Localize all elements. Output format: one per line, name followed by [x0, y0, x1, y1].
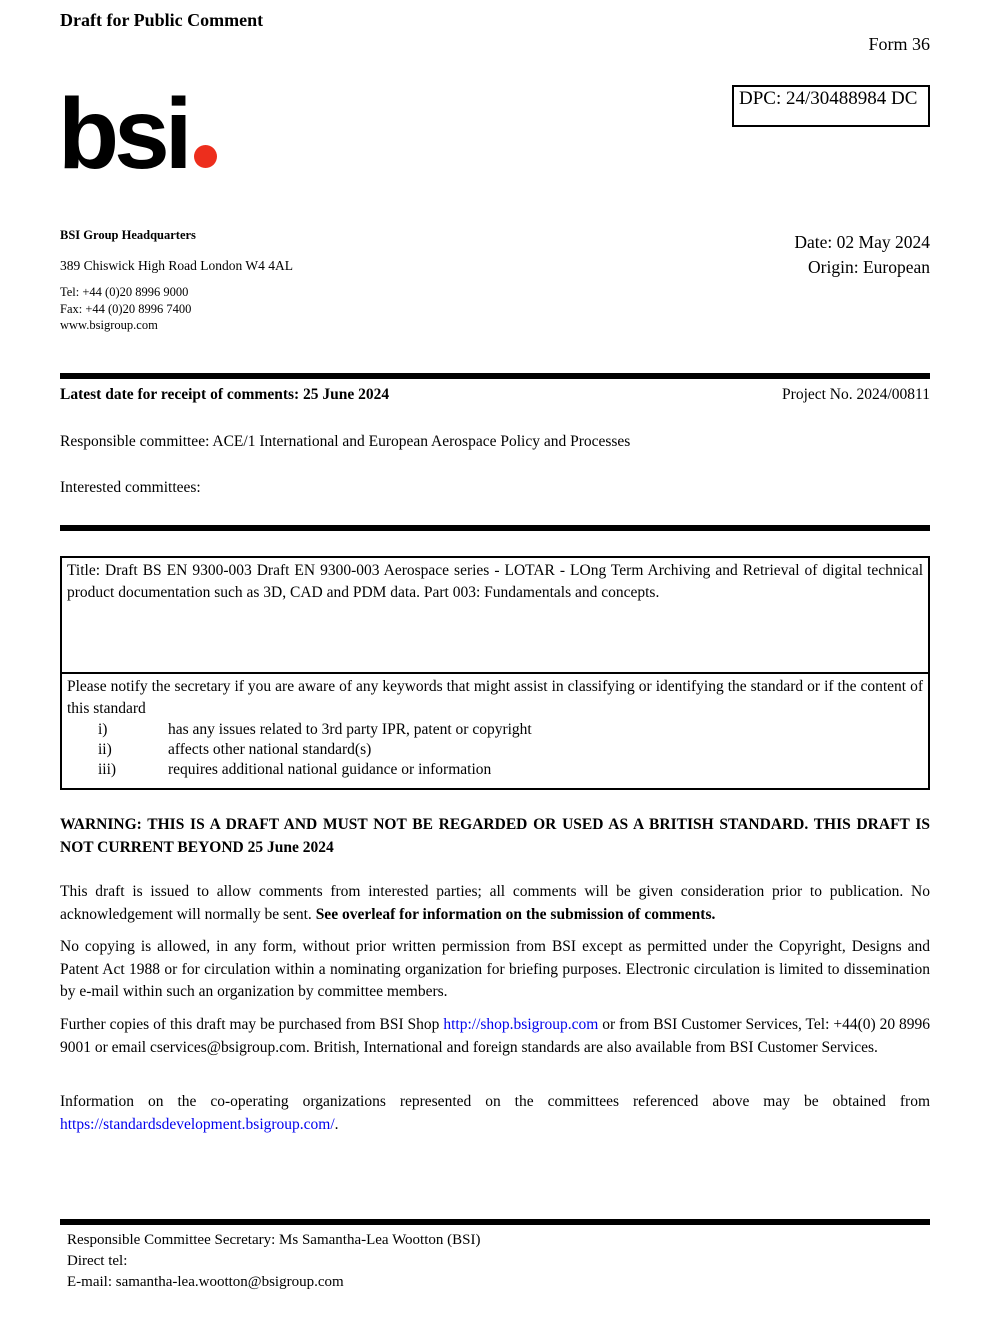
copying-paragraph: No copying is allowed, in any form, without prior written permission from BSI except as permitted under the Copyright, Designs and Patent Act 1988 or for circulation within a nominating organization for briefing purposes. Electronic circulation is limited to dissemination by e-mail within such an organization by committee members.: [60, 938, 930, 1000]
origin-line: Origin: European: [808, 257, 930, 277]
headquarters-name: BSI Group Headquarters: [60, 228, 196, 242]
bsi-logo: [58, 78, 217, 190]
bsi-logo-text: bsi: [58, 78, 188, 190]
standards-development-link[interactable]: https://standardsdevelopment.bsigroup.com/: [60, 1115, 335, 1133]
latest-date-label: Latest date for receipt of comments: 25 June 2024: [60, 386, 390, 403]
title-text: Title: Draft BS EN 9300-003 Draft EN 9300-003 Aerospace series - LOTAR - LOng Term Archiving and Retrieval of digital technical product documentation such as 3D, CAD and PDM data. Part 003: Fundamentals and concepts.: [67, 562, 923, 601]
further-copies-text-cont: or from BSI Customer Services, Tel: +44(0) 20 8996 9001 or email cservices@bsigroup.com. British, International and foreign standards are also available from BSI Customer Services.: [60, 1016, 931, 1056]
comments-deadline-row: [60, 386, 930, 404]
divider-rule-top: [60, 373, 930, 379]
date-line: Date: 02 May 2024: [794, 232, 930, 252]
keywords-item-iii: [67, 760, 923, 780]
keywords-box: [60, 672, 930, 790]
further-copies-paragraph: [60, 1014, 930, 1059]
direct-tel-line: Direct tel:: [67, 1253, 128, 1269]
cooperating-orgs-text: Information on the co-operating organizations represented on the committees referenced above may be obtained from: [60, 1093, 930, 1110]
keywords-item-text: affects other national standard(s): [168, 741, 372, 758]
contact-block: [60, 228, 420, 334]
divider-rule-middle: [60, 525, 930, 531]
bsi-shop-link[interactable]: http://shop.bsigroup.com: [443, 1016, 599, 1033]
divider-rule-bottom: [60, 1219, 930, 1225]
warning-paragraph: WARNING: THIS IS A DRAFT AND MUST NOT BE REGARDED OR USED AS A BRITISH STANDARD. THIS DRAFT IS NOT CURRENT BEYOND 25 June 2024: [60, 816, 930, 856]
responsible-committee-line: Responsible committee: ACE/1 International and European Aerospace Policy and Processes: [60, 433, 631, 450]
further-copies-text: Further copies of this draft may be purchased from BSI Shop: [60, 1016, 444, 1033]
draft-for-public-comment-heading: Draft for Public Comment: [60, 10, 264, 30]
interested-committees-line: Interested committees:: [60, 479, 201, 496]
issued-text: This draft is issued to allow comments from interested parties; all comments will be given consideration prior to publication. No acknowledgement will normally be sent.: [60, 883, 930, 923]
cooperating-orgs-paragraph: [60, 1091, 930, 1136]
email-line: E-mail: samantha-lea.wootton@bsigroup.com: [67, 1274, 344, 1290]
issued-paragraph: [60, 881, 930, 926]
keywords-item-marker: i): [98, 721, 108, 738]
tel-line: Tel: +44 (0)20 8996 9000: [60, 285, 189, 299]
issued-bold-text: See overleaf for information on the submission of comments.: [315, 905, 716, 923]
secretary-footer: [67, 1230, 927, 1293]
keywords-item-marker: ii): [98, 741, 112, 758]
dpc-reference-box: [732, 85, 930, 127]
keywords-intro-text: Please notify the secretary if you are aware of any keywords that might assist in classifying or identifying the standard or if the content of this standard: [67, 678, 923, 717]
form-number-label: Form 36: [868, 34, 930, 54]
date-origin-block: [794, 230, 930, 280]
website-line: www.bsigroup.com: [60, 318, 158, 332]
keywords-item-marker: iii): [98, 761, 117, 778]
keywords-item-i: [67, 720, 923, 740]
keywords-item-text: requires additional national guidance or information: [168, 761, 492, 778]
title-box: [60, 556, 930, 674]
cooperating-orgs-period: .: [334, 1115, 339, 1133]
bsi-logo-red-dot-icon: [194, 145, 217, 168]
secretary-line: Responsible Committee Secretary: Ms Samantha-Lea Wootton (BSI): [67, 1232, 481, 1248]
fax-line: Fax: +44 (0)20 8996 7400: [60, 301, 192, 316]
headquarters-address: 389 Chiswick High Road London W4 4AL: [60, 258, 293, 273]
keywords-item-ii: [67, 740, 923, 760]
project-number-label: Project No. 2024/00811: [782, 386, 930, 403]
keywords-item-text: has any issues related to 3rd party IPR, patent or copyright: [168, 721, 532, 738]
keywords-list: [67, 720, 923, 780]
dpc-reference-text: DPC: 24/30488984 DC: [739, 88, 918, 109]
